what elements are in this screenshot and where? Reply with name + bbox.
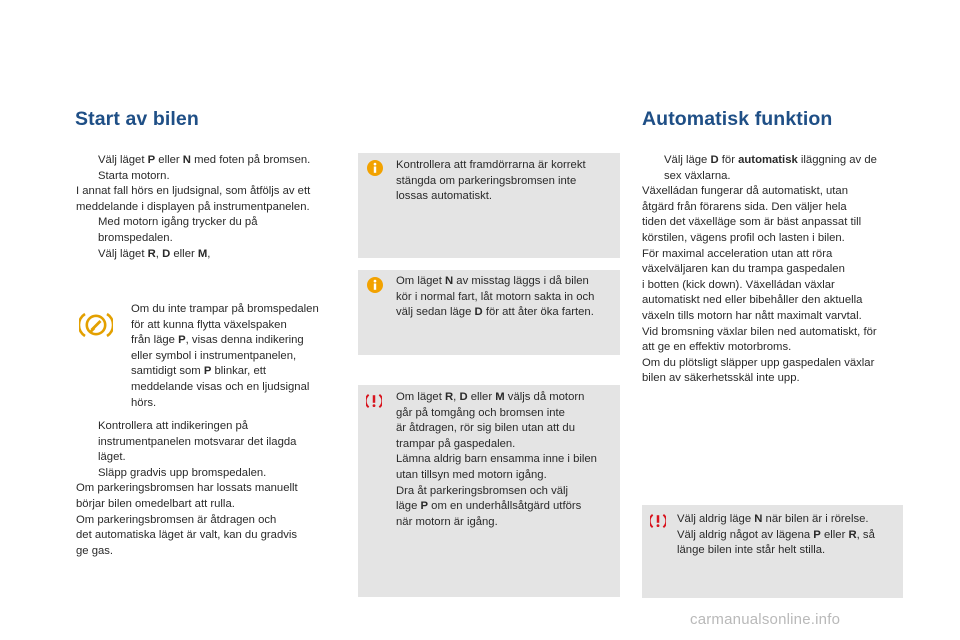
paragraph-line: ge gas.	[76, 544, 114, 557]
paragraph-line: För maximal acceleration utan att röra	[642, 247, 833, 260]
watermark: carmanualsonline.info	[690, 611, 841, 628]
left-indicator-text	[131, 302, 346, 411]
left-title: Start av bilen	[75, 108, 199, 130]
left-instructions-top	[76, 153, 346, 262]
paragraph-line: automatiskt ned eller bibehåller den aktuella	[642, 294, 863, 307]
paragraph-line: I annat fall hörs en ljudsignal, som åtföljs av ett	[76, 185, 311, 198]
text-line: Välj aldrig något av lägena P eller R, så	[677, 528, 875, 541]
text-line: eller symbol i instrumentpanelen,	[131, 349, 297, 362]
bullet-item: Släpp gradvis upp bromspedalen.	[98, 466, 267, 479]
paragraph-line: växeln tills motorn har nått maximalt varvtal.	[642, 309, 862, 322]
bullet-item: Kontrollera att indikeringen på	[98, 420, 249, 432]
paragraph-line: meddelande i displayen på instrumentpanelen.	[76, 200, 310, 213]
paragraph-line: körstilen, vägens profil och lasten i bilen.	[642, 231, 845, 244]
info-box-neutral	[358, 270, 620, 355]
warning-icon	[366, 393, 382, 409]
paragraph-line: i botten (kick down). Växelládan växlar	[642, 278, 835, 291]
warning-box-engine-running	[358, 385, 620, 597]
bullet-continuation: instrumentpanelen motsvarar det ilagda	[98, 435, 297, 448]
text-line: utan tillsyn med motorn igång.	[396, 468, 547, 481]
paragraph-line: Växelládan fungerar då automatiskt, utan	[642, 185, 848, 198]
text-line: för att kunna flytta växelspaken	[131, 318, 287, 331]
text-line: trampar på gaspedalen.	[396, 437, 516, 450]
text-line: Om du inte trampar på bromspedalen	[131, 303, 319, 315]
bullet-item: Starta motorn.	[98, 169, 170, 182]
right-body	[642, 153, 912, 387]
paragraph-line: tiden det växelläge som är bäst anpassat till	[642, 216, 862, 229]
text-line: Välj aldrig läge N när bilen är i rörelse.	[677, 513, 869, 525]
text-line: samtidigt som P blinkar, ett	[131, 365, 267, 378]
text-line: kör i normal fart, låt motorn sakta in och	[396, 290, 595, 303]
text-line: lossas automatiskt.	[396, 190, 493, 203]
text-line: Om läget R, D eller M väljs då motorn	[396, 391, 585, 403]
paragraph-line: Vid bromsning växlar bilen ned automatiskt, för	[642, 325, 877, 338]
text-line: meddelande visas och en ljudsignal	[131, 380, 310, 393]
info-box-doors	[358, 153, 620, 258]
paragraph-line: åtgärd från förarens sida. Den väljer hela	[642, 200, 847, 213]
text-line: går på tomgång och bromsen inte	[396, 406, 565, 419]
text-line: är åtdragen, rör sig bilen utan att du	[396, 422, 575, 435]
paragraph-line: Om parkeringsbromsen har lossats manuellt	[76, 482, 298, 495]
text-line: välj sedan läge D för att åter öka farten.	[396, 306, 594, 319]
text-line: Lämna aldrig barn ensamma inne i bilen	[396, 453, 597, 466]
info-icon	[367, 277, 383, 293]
text-line: när motorn är igång.	[396, 515, 498, 528]
bullet-continuation: bromspedalen.	[98, 231, 173, 244]
paragraph-line: börjar bilen omedelbart att rulla.	[76, 497, 235, 510]
bullet-item: Välj läget P eller N med foten på bromsen.	[98, 154, 311, 166]
left-instructions-bottom	[76, 419, 346, 559]
right-title: Automatisk funktion	[642, 108, 833, 130]
paragraph-line: det automatiska läget är valt, kan du gradvis	[76, 529, 298, 542]
bullet-item: Med motorn igång trycker du på	[98, 216, 258, 229]
text-line: från läge P, visas denna indikering	[131, 334, 304, 347]
warning-icon	[650, 513, 666, 529]
info-icon	[367, 160, 383, 176]
text-line: länge bilen inte står helt stilla.	[677, 544, 826, 557]
text-line: hörs.	[131, 396, 157, 409]
text-line: Kontrollera att framdörrarna är korrekt	[396, 159, 586, 171]
paragraph-line: Om parkeringsbromsen är åtdragen och	[76, 513, 277, 526]
brake-pedal-warning-icon	[79, 310, 113, 340]
text-line: stängda om parkeringsbromsen inte	[396, 174, 577, 187]
bullet-item: Välj läget R, D eller M,	[98, 247, 211, 260]
paragraph-line: att ge en effektiv motorbroms.	[642, 341, 792, 354]
paragraph-line: Om du plötsligt släpper upp gaspedalen växlar	[642, 356, 875, 369]
text-line: Om läget N av misstag läggs i då bilen	[396, 275, 589, 287]
paragraph-line: växelväljaren kan du trampa gaspedalen	[642, 263, 845, 276]
bullet-item: Välj läge D för automatisk iläggning av de	[664, 154, 877, 166]
text-line: Dra åt parkeringsbromsen och välj	[396, 484, 569, 497]
warning-box-neutral-moving	[642, 505, 903, 598]
bullet-continuation: läget.	[98, 451, 126, 464]
paragraph-line: bilen av säkerhetsskäl inte upp.	[642, 372, 800, 385]
text-line: läge P om en underhållsåtgärd utförs	[396, 500, 582, 513]
bullet-continuation: sex växlarna.	[664, 169, 731, 182]
